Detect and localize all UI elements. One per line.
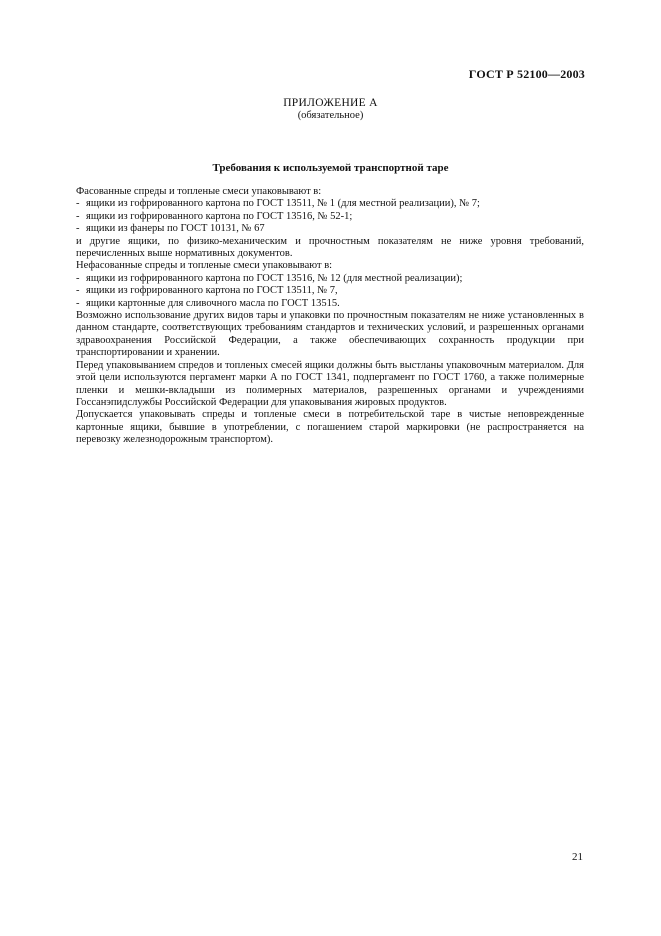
list-item: [76, 223, 584, 235]
list-item: [76, 198, 584, 210]
unpacked-intro-text: Нефасованные спреды и топленые смеси упаковывают в:: [76, 260, 333, 272]
page-number: 21: [572, 851, 583, 863]
list-item: [76, 273, 584, 285]
list-item-text: ящики из фанеры по ГОСТ 10131, № 67: [86, 223, 265, 235]
paragraph-consumer-packaging: Допускается упаковывать спреды и топленые смеси в потребительской таре в чистые неповрежденные картонные ящики, бывшие в употреблении, с погашением старой маркировки (не распространяется на перевозку железнодорожным транспортом).: [76, 409, 584, 446]
dash-marker: -: [76, 297, 80, 309]
standard-code: ГОСТ Р 52100—2003: [468, 67, 585, 81]
annex-subtitle: (обязательное): [297, 110, 364, 121]
annex-title: ПРИЛОЖЕНИЕ А: [283, 97, 378, 109]
list-item-text: ящики из гофрированного картона по ГОСТ 13511, № 7,: [86, 285, 338, 297]
packed-intro: [76, 186, 584, 198]
list-item: [76, 211, 584, 223]
unpacked-intro: [76, 260, 584, 272]
packed-outro: и другие ящики, по физико-механическим и прочностным показателям не ниже уровня требований, перечисленных выше нормативных документов.: [76, 235, 584, 260]
dash-marker: -: [76, 210, 80, 222]
list-item-text: ящики из гофрированного картона по ГОСТ 13516, № 12 (для местной реализации);: [86, 272, 463, 284]
dash-marker: -: [76, 272, 80, 284]
dash-marker: -: [76, 198, 80, 210]
paragraph-lining: Перед упаковыванием спредов и топленых смесей ящики должны быть выстланы упаковочным материалом. Для этой цели используются пергамент марки А по ГОСТ 1341, подпергамент по ГОСТ 1760, а также полимерные пленки и мешки-вкладыши из полимерных материалов, разрешенных органами и учреждениями Госсанэпидслужбы Российской Федерации для упаковывания жировых продуктов.: [76, 359, 584, 408]
list-item-text: ящики из гофрированного картона по ГОСТ 13511, № 1 (для местной реализации), № 7;: [86, 198, 480, 210]
dash-marker: -: [76, 223, 80, 235]
section-title: Требования к используемой транспортной таре: [212, 162, 449, 174]
list-item-text: ящики картонные для сливочного масла по ГОСТ 13515.: [86, 297, 340, 309]
document-body: [76, 186, 584, 447]
list-item: [76, 298, 584, 310]
dash-marker: -: [76, 285, 80, 297]
paragraph-other-packaging: Возможно использование других видов тары и упаковки по прочностным показателям не ниже установленных в данном стандарте, соответствующих требованиям стандартов и технических условий, и разрешенных органами здравоохранения Российской Федерации, а также обеспечивающих сохранность продукции при транспортировании и хранении.: [76, 310, 584, 359]
list-item-text: ящики из гофрированного картона по ГОСТ 13516, № 52-1;: [86, 210, 353, 222]
packed-intro-text: Фасованные спреды и топленые смеси упаковывают в:: [76, 186, 322, 197]
list-item: [76, 285, 584, 297]
